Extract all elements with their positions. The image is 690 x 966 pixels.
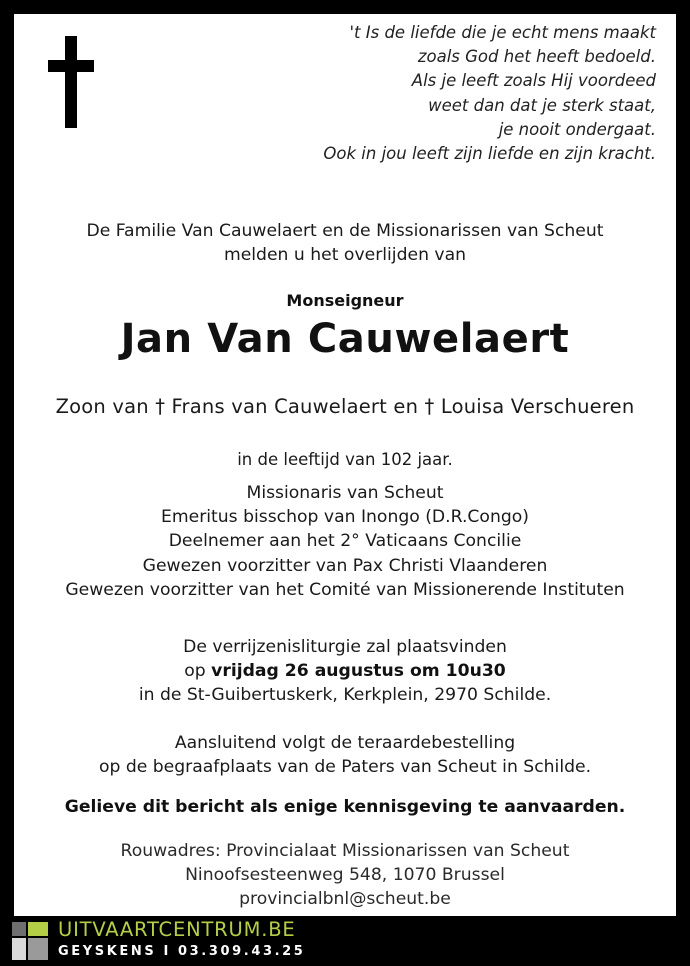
service-location: in de St-Guibertuskerk, Kerkplein, 2970 Schilde. (138, 685, 552, 706)
intro-line: melden u het overlijden van (223, 245, 467, 265)
age-line: in de leeftijd van 102 jaar. (237, 450, 453, 469)
service-date: vrijdag 26 augustus om 10u30 (211, 661, 506, 682)
role-item: Deelnemer aan het 2° Vaticaans Concilie (168, 531, 522, 552)
role-item: Gewezen voorzitter van het Comité van Missionerende Instituten (65, 579, 625, 600)
address-line: Rouwadres: Provincialaat Missionarissen van Scheut (120, 841, 570, 861)
poem (323, 21, 656, 166)
address-email[interactable]: provincialbnl@scheut.be (239, 889, 451, 910)
contact-info: GEYSKENS I 03.309.43.25 (58, 944, 306, 959)
role-item: Missionaris van Scheut (246, 483, 444, 503)
intro-line: De Familie Van Cauwelaert en de Missionarissen van Scheut (86, 221, 604, 241)
poem-line: weet dan dat je sterk staat, (428, 95, 656, 115)
poem-line: Ook in jou leeft zijn liefde en zijn kracht. (323, 144, 656, 164)
uitvaartcentrum-logo (12, 922, 48, 960)
address-line: Ninoofsesteenweg 548, 1070 Brussel (185, 865, 505, 886)
roles-list (14, 481, 676, 602)
funeral-service (14, 635, 676, 708)
deceased-name: Jan Van Cauwelaert (120, 316, 570, 362)
burial-line: Aansluitend volgt de teraardebestelling (174, 733, 516, 753)
service-line: De verrijzenisliturgie zal plaatsvinden (183, 637, 507, 657)
footer-banner (0, 916, 690, 966)
poem-line: zoals God het heeft bedoeld. (417, 47, 656, 67)
burial-info (14, 731, 676, 779)
poem-line: Als je leeft zoals Hij voordeed (411, 71, 656, 91)
notice-text: Gelieve dit bericht als enige kennisgeving te aanvaarden. (64, 797, 626, 817)
role-item: Emeritus bisschop van Inongo (D.R.Congo) (161, 507, 529, 528)
honorific-title: Monseigneur (286, 291, 404, 310)
burial-line: op de begraafplaats van de Paters van Scheut in Schilde. (98, 757, 592, 778)
poem-line: 't Is de liefde die je echt mens maakt (349, 23, 656, 42)
brand-name[interactable]: UITVAARTCENTRUM.BE (58, 918, 296, 941)
poem-line: je nooit ondergaat. (498, 119, 656, 139)
role-item: Gewezen voorzitter van Pax Christi Vlaanderen (142, 555, 548, 576)
service-datetime (14, 659, 676, 683)
mourning-address (14, 839, 676, 912)
announcement-intro (14, 219, 676, 267)
service-prefix: op (184, 661, 212, 682)
parents-line: Zoon van † Frans van Cauwelaert en † Louisa Verschueren (55, 395, 635, 418)
obituary-card (14, 14, 676, 916)
cross-icon (48, 36, 94, 128)
